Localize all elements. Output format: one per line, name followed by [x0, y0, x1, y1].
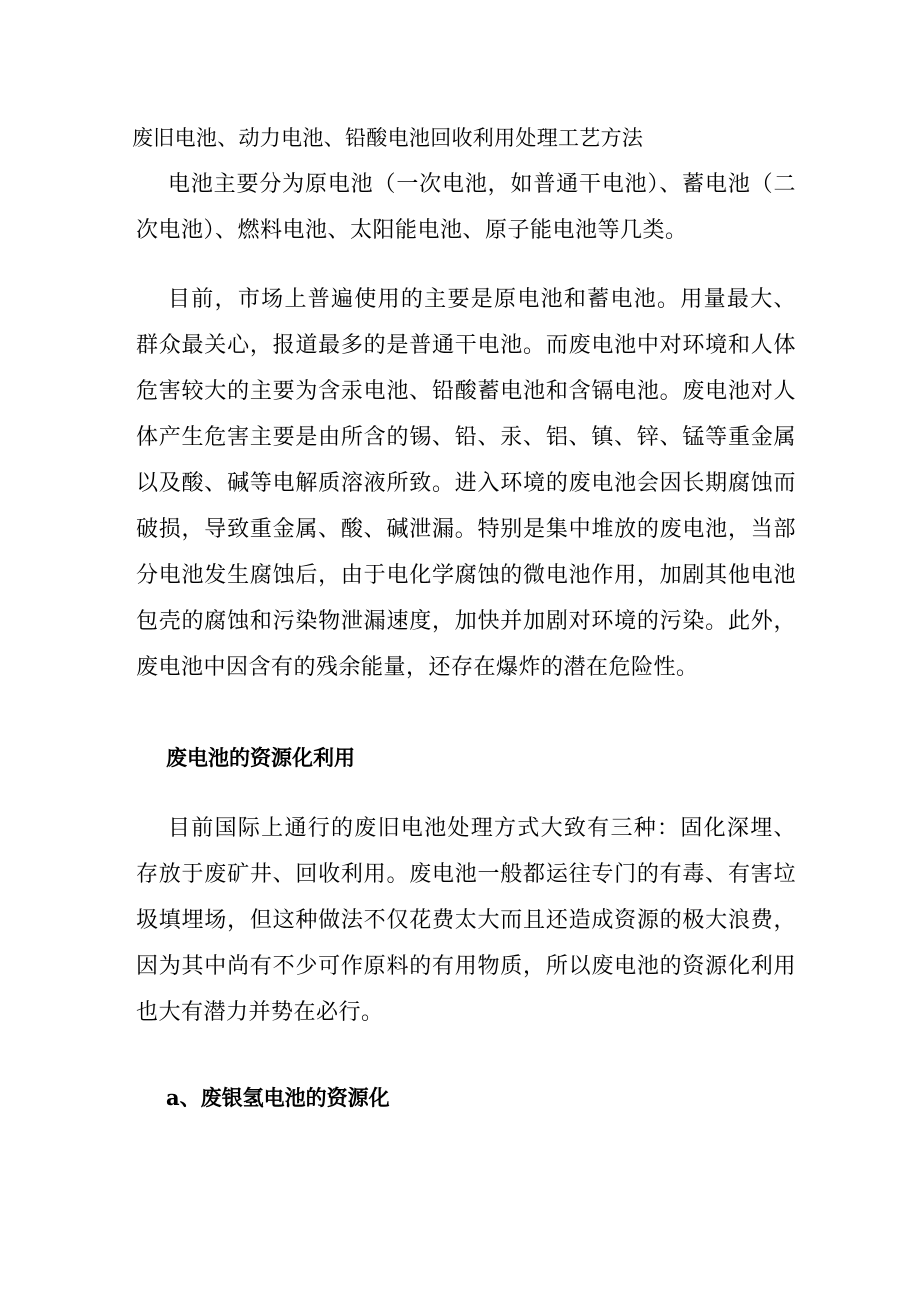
paragraph-disposal-methods: 目前国际上通行的废旧电池处理方式大致有三种：固化深埋、存放于废矿井、回收利用。废电池一般都运往专门的有毒、有害垃圾填埋场，但这种做法不仅花费太大而且还造成资源的极大浪费，因为其中尚有不少可作原料的有用物质，所以废电池的资源化利用也大有潜力并势在必行。: [136, 816, 796, 1025]
section-heading-resource-utilization: 废电池的资源化利用: [166, 746, 355, 770]
paragraph-battery-types: 电池主要分为原电池（一次电池，如普通干电池）、蓄电池（二次电池）、燃料电池、太阳能电池、原子能电池等几类。: [136, 172, 796, 243]
paragraph-battery-hazards: 目前，市场上普遍使用的主要是原电池和蓄电池。用量最大、群众最关心，报道最多的是普通干电池。而废电池中对环境和人体危害较大的主要为含汞电池、铅酸蓄电池和含镉电池。废电池对人体产生危害主要是由所含的锡、铅、汞、铝、镇、锌、锰等重金属以及酸、碱等电解质溶液所致。进入环境的废电池会因长期腐蚀而破损，导致重金属、酸、碱泄漏。特别是集中堆放的废电池，当部分电池发生腐蚀后，由于电化学腐蚀的微电池作用，加剧其他电池包壳的腐蚀和污染物泄漏速度，加快并加剧对环境的污染。此外，废电池中因含有的残余能量，还存在爆炸的潜在危险性。: [136, 287, 796, 680]
subsection-heading-nimh-battery: a、废银氢电池的资源化: [166, 1085, 390, 1110]
document-title: 废旧电池、动力电池、铅酸电池回收利用处理工艺方法: [132, 126, 644, 150]
